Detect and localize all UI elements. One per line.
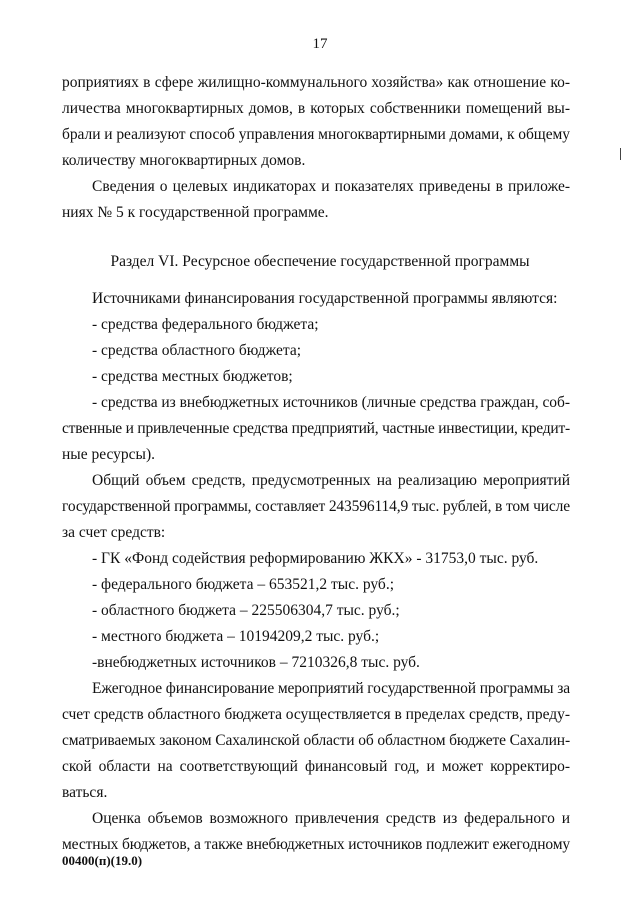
text-line: - средства областного бюджета; bbox=[92, 342, 302, 359]
text-line: ваться. bbox=[62, 784, 108, 801]
text-line: Ежегодное финансирование мероприятий государственной программы за bbox=[92, 680, 570, 697]
text-line: - местного бюджета – 10194209,2 тыс. руб.; bbox=[92, 628, 380, 645]
text-line: ные ресурсы). bbox=[62, 446, 155, 463]
text-line: Общий объем средств, предусмотренных на реализацию мероприятий bbox=[92, 472, 570, 489]
text-line: счет средств областного бюджета осуществляется в пределах средств, преду- bbox=[62, 706, 570, 723]
text-line: ственные и привлеченные средства предприятий, частные инвестиции, кредит- bbox=[62, 420, 570, 437]
text-line: - средства местных бюджетов; bbox=[92, 368, 293, 385]
text-line: ниях № 5 к государственной программе. bbox=[62, 204, 329, 221]
text-line: роприятиях в сфере жилищно-коммунального хозяйства» как отношение ко- bbox=[62, 74, 570, 91]
text-line: брали и реализуют способ управления многоквартирными домами, к общему bbox=[62, 126, 570, 143]
text-line: - средства из внебюджетных источников (личные средства граждан, соб- bbox=[92, 394, 570, 411]
page-number: 17 bbox=[312, 36, 328, 52]
text-line: Оценка объемов возможного привлечения средств из федерального и bbox=[92, 810, 570, 827]
text-line: количеству многоквартирных домов. bbox=[62, 152, 306, 169]
text-line: местных бюджетов, а также внебюджетных источников подлежит ежегодному bbox=[62, 836, 570, 853]
footer-code: 00400(п)(19.0) bbox=[62, 853, 143, 868]
text-line: -внебюджетных источников – 7210326,8 тыс. руб. bbox=[92, 654, 420, 671]
margin-mark bbox=[620, 148, 621, 160]
section-heading: Раздел VI. Ресурсное обеспечение государственной программы bbox=[110, 253, 530, 270]
text-line: - федерального бюджета – 653521,2 тыс. руб.; bbox=[92, 576, 395, 593]
text-line: Источниками финансирования государственной программы являются: bbox=[92, 290, 558, 307]
text-line: - областного бюджета – 225506304,7 тыс. руб.; bbox=[92, 602, 400, 619]
text-line: ской области на соответствующий финансовый год, и может корректиро- bbox=[62, 758, 570, 775]
text-line: личества многоквартирных домов, в которых собственники помещений вы- bbox=[62, 100, 570, 117]
text-line: - средства федерального бюджета; bbox=[92, 316, 319, 333]
text-line: сматриваемых законом Сахалинской области об областном бюджете Сахалин- bbox=[62, 732, 570, 749]
text-line: Сведения о целевых индикаторах и показателях приведены в приложе- bbox=[92, 178, 570, 195]
text-line: - ГК «Фонд содействия реформированию ЖКХ» - 31753,0 тыс. руб. bbox=[92, 550, 539, 567]
text-line: государственной программы, составляет 243596114,9 тыс. рублей, в том числе bbox=[62, 498, 570, 515]
text-line: за счет средств: bbox=[62, 524, 166, 541]
